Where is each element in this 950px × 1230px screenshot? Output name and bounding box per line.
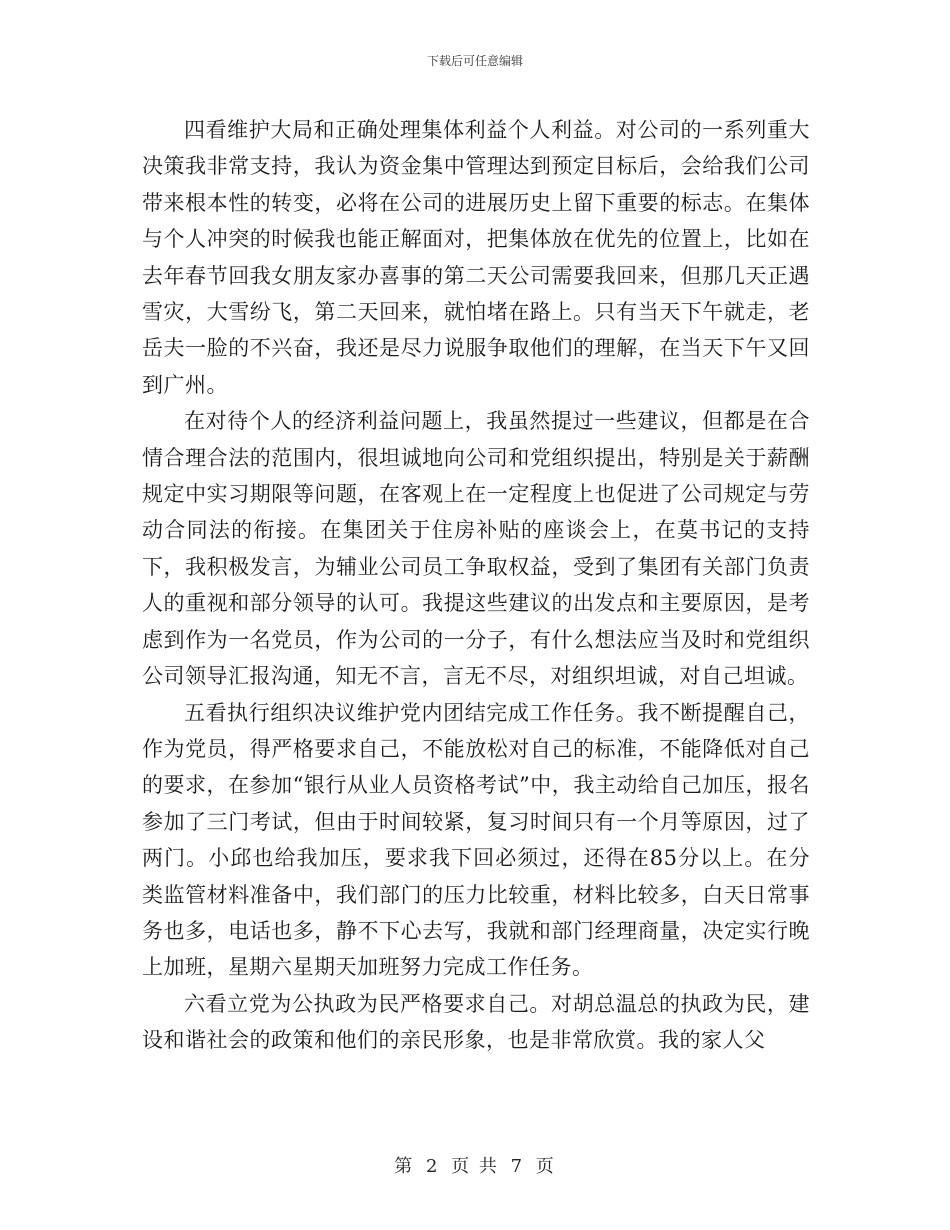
paragraph-2: 在对待个人的经济利益问题上，我虽然提过一些建议，但都是在合情合理合法的范围内，很坦诚地向公司和党组织提出，特别是关于薪酬规定中实习期限等问题，在客观上在一定程度上也促进了公司规定与劳动合同法的衔接。在集团关于住房补贴的座谈会上，在莫书记的支持下，我积极发言，为辅业公司员工争取权益，受到了集团有关部门负责人的重视和部分领导的认可。我提这些建议的出发点和主要原因，是考虑到作为一名党员，作为公司的一分子，有什么想法应当及时和党组织公司领导汇报沟通，知无不言，言无不尽，对组织坦诚，对自己坦诚。	[142, 409, 810, 689]
paragraph-4: 六看立党为公执政为民严格要求自己。对胡总温总的执政为民，建设和谐社会的政策和他们的亲民形象，也是非常欣赏。我的家人父	[142, 991, 810, 1053]
footer-total-pages: 7	[510, 1156, 525, 1177]
paragraph-3: 五看执行组织决议维护党内团结完成工作任务。我不断提醒自己，作为党员，得严格要求自己，不能放松对自己的标准，不能降低对自己的要求，在参加“银行从业人员资格考试”中，我主动给自己加压，报名参加了三门考试，但由于时间较紧，复习时间只有一个月等原因，过了两门。小邱也给我加压，要求我下回必须过，还得在85分以上。在分类监管材料准备中，我们部门的压力比较重，材料比较多，白天日常事务也多，电话也多，静不下心去写，我就和部门经理商量，决定实行晚上加班，星期六星期天加班努力完成工作任务。	[142, 700, 810, 980]
page-number-footer	[0, 1152, 950, 1178]
document-body	[142, 112, 810, 1059]
footer-suffix: 页	[535, 1156, 556, 1177]
footer-mid: 页 共	[451, 1156, 499, 1177]
footer-current-page: 2	[425, 1156, 440, 1177]
header-note: 下载后可任意编辑	[426, 54, 523, 68]
footer-prefix: 第	[394, 1156, 415, 1177]
paragraph-1: 四看维护大局和正确处理集体利益个人利益。对公司的一系列重大决策我非常支持，我认为资金集中管理达到预定目标后，会给我们公司带来根本性的转变，必将在公司的进展历史上留下重要的标志。在集体与个人冲突的时候我也能正解面对，把集体放在优先的位置上，比如在去年春节回我女朋友家办喜事的第二天公司需要我回来，但那几天正遇雪灾，大雪纷飞，第二天回来，就怕堵在路上。只有当天下午就走，老岳夫一脸的不兴奋，我还是尽力说服争取他们的理解，在当天下午又回到广州。	[142, 118, 810, 397]
